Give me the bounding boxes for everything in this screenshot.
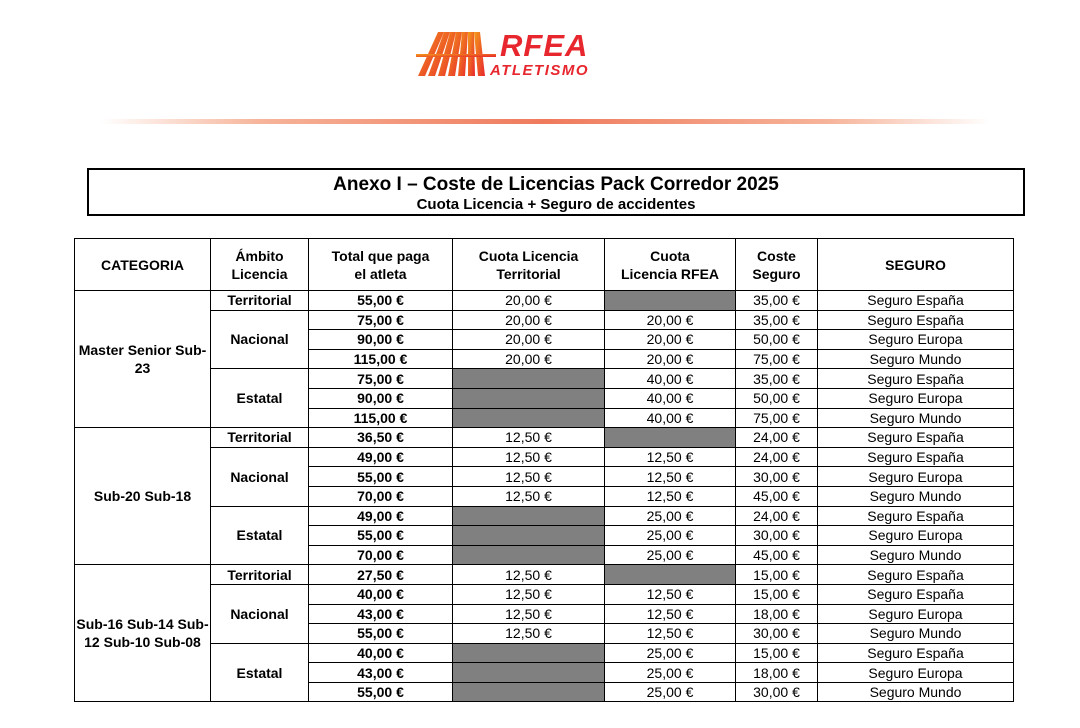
cuota-rfea-cell: 40,00 € <box>605 408 736 428</box>
table-row <box>75 369 1014 389</box>
seguro-cell: Seguro Europa <box>818 330 1014 350</box>
cuota-rfea-cell: 40,00 € <box>605 388 736 408</box>
seguro-cell: Seguro Mundo <box>818 486 1014 506</box>
total-cell: 55,00 € <box>309 526 453 546</box>
coste-seguro-cell: 35,00 € <box>736 369 818 389</box>
column-header: Total que paga el atleta <box>309 239 453 291</box>
cuota-territorial-cell <box>453 663 605 683</box>
seguro-cell: Seguro España <box>818 428 1014 448</box>
table-row <box>75 565 1014 585</box>
ambito-cell: Estatal <box>211 506 309 565</box>
coste-seguro-cell: 30,00 € <box>736 467 818 487</box>
coste-seguro-cell: 24,00 € <box>736 506 818 526</box>
table-row <box>75 643 1014 663</box>
cuota-territorial-cell <box>453 506 605 526</box>
total-cell: 40,00 € <box>309 643 453 663</box>
page-subtitle: Cuota Licencia + Seguro de accidentes <box>416 196 696 213</box>
page-title: Anexo I – Coste de Licencias Pack Corredor 2025 <box>333 174 779 195</box>
cuota-territorial-cell: 12,50 € <box>453 467 605 487</box>
cuota-rfea-cell: 25,00 € <box>605 526 736 546</box>
ambito-cell: Territorial <box>211 565 309 585</box>
total-cell: 90,00 € <box>309 388 453 408</box>
coste-seguro-cell: 50,00 € <box>736 388 818 408</box>
seguro-cell: Seguro Europa <box>818 388 1014 408</box>
coste-seguro-cell: 50,00 € <box>736 330 818 350</box>
cuota-rfea-cell: 40,00 € <box>605 369 736 389</box>
ambito-cell: Estatal <box>211 643 309 702</box>
cuota-rfea-cell: 20,00 € <box>605 349 736 369</box>
total-cell: 27,50 € <box>309 565 453 585</box>
column-header: Cuota Licencia Territorial <box>453 239 605 291</box>
cuota-territorial-cell <box>453 408 605 428</box>
ambito-cell: Nacional <box>211 447 309 506</box>
total-cell: 55,00 € <box>309 467 453 487</box>
cuota-territorial-cell: 12,50 € <box>453 584 605 604</box>
category-cell: Master Senior Sub-23 <box>75 291 211 428</box>
coste-seguro-cell: 30,00 € <box>736 624 818 644</box>
ambito-cell: Territorial <box>211 291 309 311</box>
total-cell: 49,00 € <box>309 506 453 526</box>
rfea-logo <box>416 28 636 80</box>
cuota-rfea-cell: 25,00 € <box>605 643 736 663</box>
total-cell: 55,00 € <box>309 624 453 644</box>
cuota-territorial-cell <box>453 388 605 408</box>
cuota-rfea-cell: 12,50 € <box>605 447 736 467</box>
coste-seguro-cell: 18,00 € <box>736 604 818 624</box>
cuota-territorial-cell <box>453 682 605 702</box>
column-header: Coste Seguro <box>736 239 818 291</box>
cuota-territorial-cell <box>453 545 605 565</box>
cuota-territorial-cell: 12,50 € <box>453 565 605 585</box>
coste-seguro-cell: 24,00 € <box>736 447 818 467</box>
cuota-rfea-cell: 25,00 € <box>605 506 736 526</box>
seguro-cell: Seguro España <box>818 369 1014 389</box>
table-row <box>75 584 1014 604</box>
total-cell: 75,00 € <box>309 369 453 389</box>
seguro-cell: Seguro España <box>818 643 1014 663</box>
cuota-territorial-cell <box>453 369 605 389</box>
coste-seguro-cell: 18,00 € <box>736 663 818 683</box>
cuota-territorial-cell: 20,00 € <box>453 291 605 311</box>
total-cell: 90,00 € <box>309 330 453 350</box>
seguro-cell: Seguro España <box>818 565 1014 585</box>
cuota-rfea-cell: 20,00 € <box>605 310 736 330</box>
cuota-rfea-cell: 25,00 € <box>605 545 736 565</box>
cuota-rfea-cell: 12,50 € <box>605 584 736 604</box>
coste-seguro-cell: 24,00 € <box>736 428 818 448</box>
table-row <box>75 310 1014 330</box>
seguro-cell: Seguro Europa <box>818 604 1014 624</box>
column-header: SEGURO <box>818 239 1014 291</box>
total-cell: 43,00 € <box>309 663 453 683</box>
category-cell: Sub-16 Sub-14 Sub-12 Sub-10 Sub-08 <box>75 565 211 702</box>
table-header-row <box>75 239 1014 291</box>
column-header: CATEGORIA <box>75 239 211 291</box>
total-cell: 115,00 € <box>309 408 453 428</box>
coste-seguro-cell: 15,00 € <box>736 565 818 585</box>
ambito-cell: Territorial <box>211 428 309 448</box>
seguro-cell: Seguro Mundo <box>818 545 1014 565</box>
coste-seguro-cell: 35,00 € <box>736 310 818 330</box>
coste-seguro-cell: 75,00 € <box>736 349 818 369</box>
total-cell: 70,00 € <box>309 545 453 565</box>
ambito-cell: Nacional <box>211 310 309 369</box>
coste-seguro-cell: 30,00 € <box>736 526 818 546</box>
ambito-cell: Nacional <box>211 584 309 643</box>
seguro-cell: Seguro España <box>818 447 1014 467</box>
table-row <box>75 506 1014 526</box>
coste-seguro-cell: 35,00 € <box>736 291 818 311</box>
cuota-rfea-cell <box>605 565 736 585</box>
cuota-rfea-cell <box>605 428 736 448</box>
cuota-territorial-cell: 12,50 € <box>453 486 605 506</box>
total-cell: 36,50 € <box>309 428 453 448</box>
seguro-cell: Seguro España <box>818 291 1014 311</box>
cuota-rfea-cell: 12,50 € <box>605 467 736 487</box>
total-cell: 70,00 € <box>309 486 453 506</box>
seguro-cell: Seguro España <box>818 310 1014 330</box>
cuota-rfea-cell <box>605 291 736 311</box>
logo-tagline: ATLETISMO <box>490 62 590 79</box>
total-cell: 55,00 € <box>309 291 453 311</box>
cuota-rfea-cell: 20,00 € <box>605 330 736 350</box>
table-row <box>75 291 1014 311</box>
seguro-cell: Seguro Mundo <box>818 624 1014 644</box>
cuota-territorial-cell: 12,50 € <box>453 604 605 624</box>
fees-table <box>74 238 1014 702</box>
seguro-cell: Seguro España <box>818 506 1014 526</box>
cuota-territorial-cell: 12,50 € <box>453 428 605 448</box>
cuota-territorial-cell <box>453 526 605 546</box>
header-divider <box>100 119 990 124</box>
cuota-rfea-cell: 25,00 € <box>605 663 736 683</box>
table-row <box>75 428 1014 448</box>
total-cell: 55,00 € <box>309 682 453 702</box>
logo-name: RFEA <box>500 28 589 63</box>
column-header: Ámbito Licencia <box>211 239 309 291</box>
title-box <box>87 168 1025 216</box>
seguro-cell: Seguro Europa <box>818 467 1014 487</box>
seguro-cell: Seguro Mundo <box>818 682 1014 702</box>
coste-seguro-cell: 45,00 € <box>736 486 818 506</box>
ambito-cell: Estatal <box>211 369 309 428</box>
cuota-rfea-cell: 12,50 € <box>605 624 736 644</box>
cuota-territorial-cell: 12,50 € <box>453 624 605 644</box>
coste-seguro-cell: 15,00 € <box>736 584 818 604</box>
total-cell: 40,00 € <box>309 584 453 604</box>
coste-seguro-cell: 30,00 € <box>736 682 818 702</box>
total-cell: 75,00 € <box>309 310 453 330</box>
cuota-territorial-cell: 20,00 € <box>453 310 605 330</box>
seguro-cell: Seguro Europa <box>818 526 1014 546</box>
cuota-territorial-cell: 12,50 € <box>453 447 605 467</box>
seguro-cell: Seguro Mundo <box>818 408 1014 428</box>
cuota-rfea-cell: 12,50 € <box>605 486 736 506</box>
total-cell: 43,00 € <box>309 604 453 624</box>
seguro-cell: Seguro Mundo <box>818 349 1014 369</box>
cuota-rfea-cell: 25,00 € <box>605 682 736 702</box>
cuota-territorial-cell: 20,00 € <box>453 330 605 350</box>
seguro-cell: Seguro Europa <box>818 663 1014 683</box>
total-cell: 115,00 € <box>309 349 453 369</box>
cuota-rfea-cell: 12,50 € <box>605 604 736 624</box>
seguro-cell: Seguro España <box>818 584 1014 604</box>
coste-seguro-cell: 75,00 € <box>736 408 818 428</box>
column-header: Cuota Licencia RFEA <box>605 239 736 291</box>
table-row <box>75 447 1014 467</box>
track-lanes-icon <box>416 32 496 76</box>
cuota-territorial-cell <box>453 643 605 663</box>
category-cell: Sub-20 Sub-18 <box>75 428 211 565</box>
coste-seguro-cell: 45,00 € <box>736 545 818 565</box>
coste-seguro-cell: 15,00 € <box>736 643 818 663</box>
total-cell: 49,00 € <box>309 447 453 467</box>
cuota-territorial-cell: 20,00 € <box>453 349 605 369</box>
